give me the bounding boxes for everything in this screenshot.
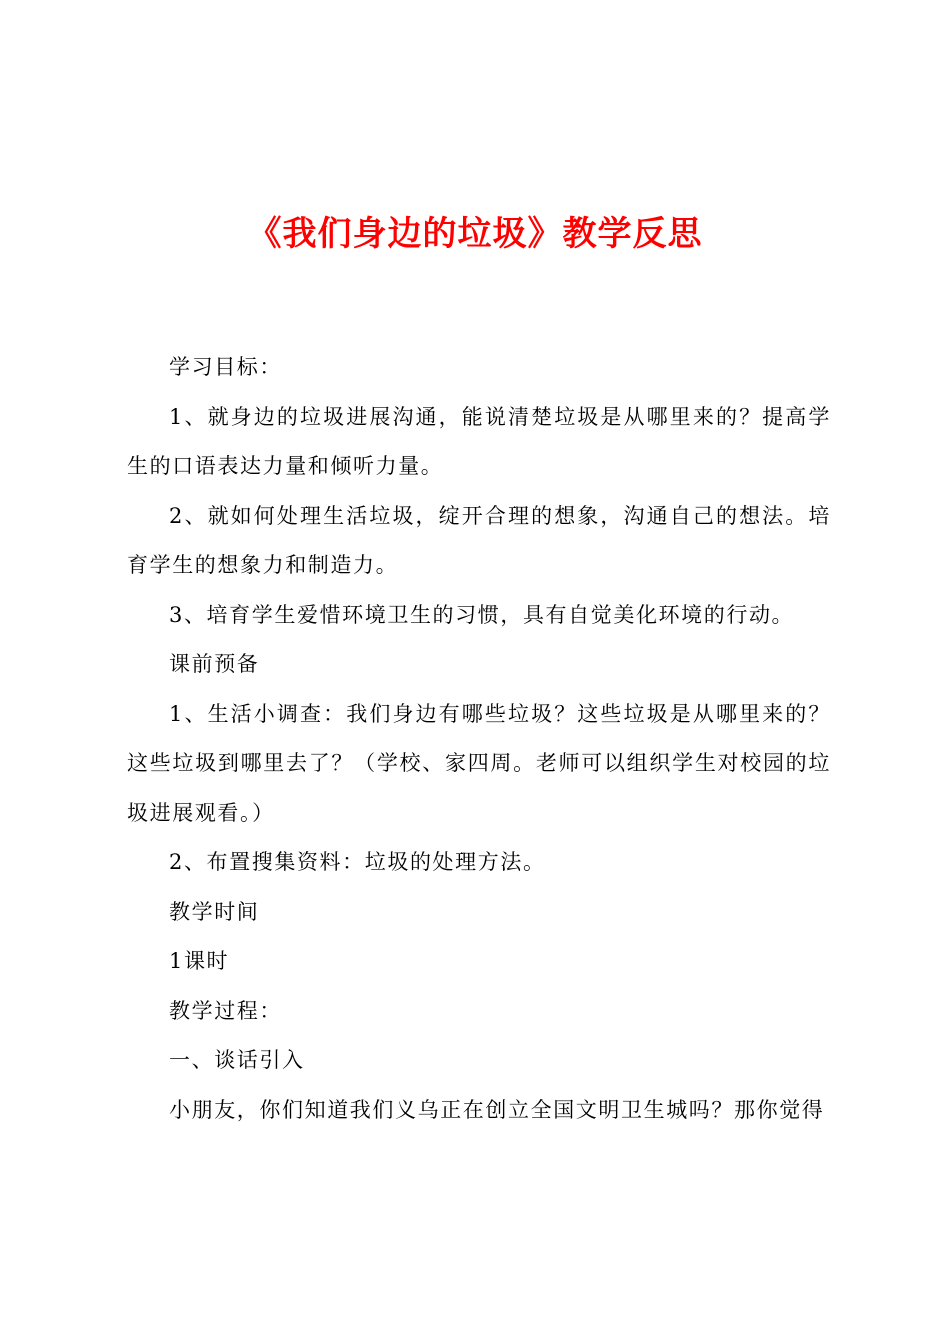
paragraph-goal-2: 2、就如何处理生活垃圾，绽开合理的想象，沟通自己的想法。培育学生的想象力和制造力。 (127, 503, 831, 577)
paragraph-teaching-time-heading: 教学时间 (169, 899, 260, 924)
document-body (127, 343, 831, 1135)
paragraph-teaching-process-heading: 教学过程： (169, 998, 282, 1023)
paragraph-section-1-heading: 一、谈话引入 (169, 1048, 305, 1072)
paragraph-section-1-text: 小朋友，你们知道我们义乌正在创立全国文明卫生城吗？那你觉得 (169, 1097, 825, 1122)
paragraph-preparation-2: 2、布置搜集资料：垃圾的处理方法。 (169, 850, 546, 874)
paragraph-teaching-time: 1课时 (169, 949, 230, 973)
paragraph-learning-goals-heading: 学习目标： (169, 355, 282, 379)
paragraph-preparation-1: 1、生活小调查：我们身边有哪些垃圾？这些垃圾是从哪里来的？这些垃圾到哪里去了？（学校、家四周。老师可以组织学生对校园的垃圾进展观看。） (127, 701, 831, 825)
paragraph-goal-3: 3、培育学生爱惜环境卫生的习惯，具有自觉美化环境的行动。 (169, 602, 795, 627)
paragraph-goal-1: 1、就身边的垃圾进展沟通，能说清楚垃圾是从哪里来的？提高学生的口语表达力量和倾听力量。 (127, 404, 831, 478)
document-title: 《我们身边的垃圾》教学反思 (247, 214, 703, 254)
paragraph-preparation-heading: 课前预备 (169, 652, 260, 676)
